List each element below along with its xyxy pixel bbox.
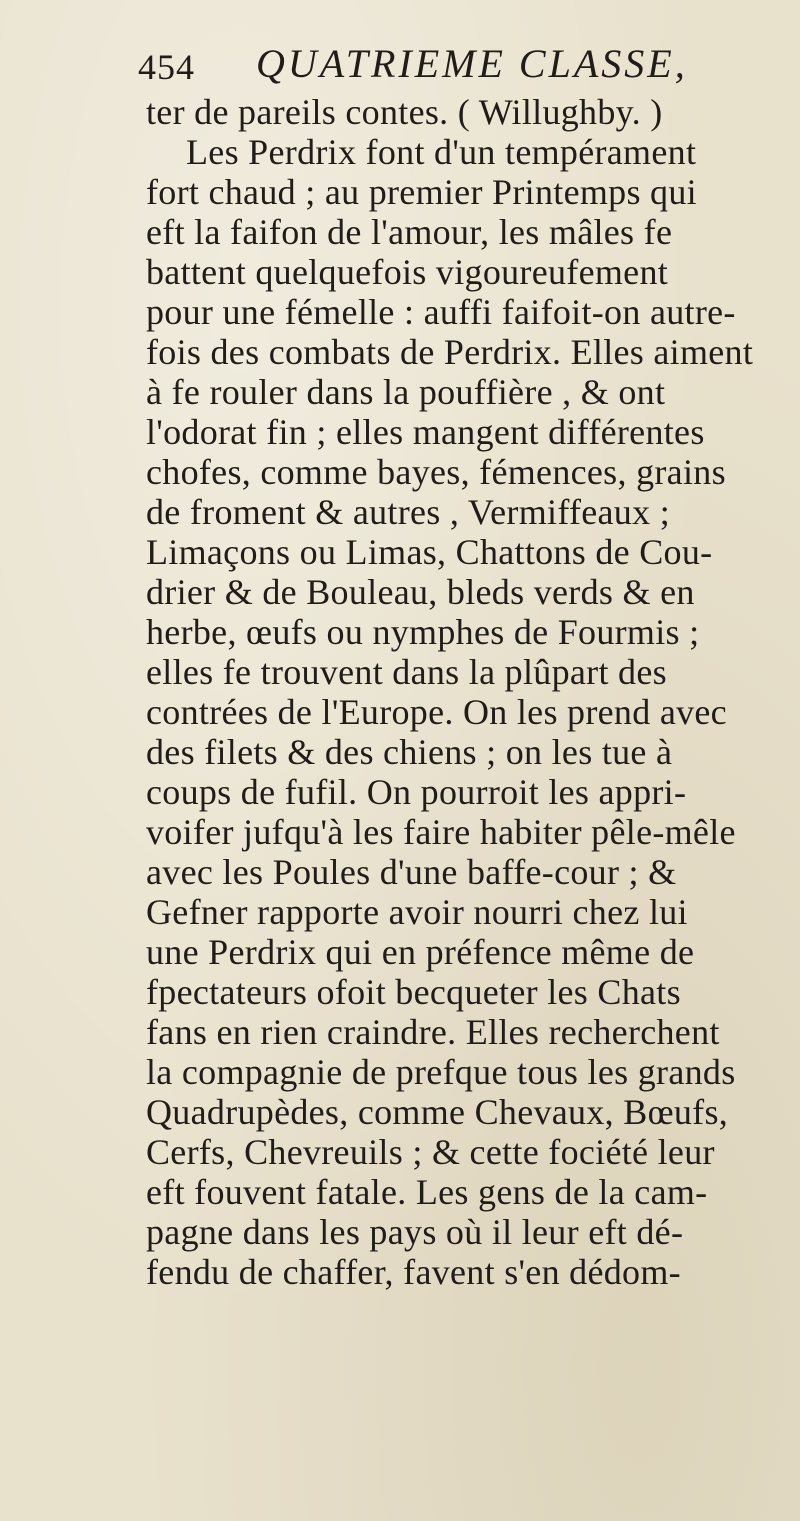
text-line: l'odorat fin ; elles mangent différentes (146, 412, 705, 452)
text-line: Les Perdrix font d'un tempérament (186, 132, 697, 172)
text-line: chofes, comme bayes, fémences, grains (146, 452, 726, 492)
text-line: ter de pareils contes. ( Willughby. ) (146, 92, 663, 132)
body-text (146, 92, 786, 1292)
text-line: Limaçons ou Limas, Chattons de Cou- (146, 532, 713, 572)
text-line: des filets & des chiens ; on les tue à (146, 732, 673, 772)
running-head: QUATRIEME CLASSE, (256, 41, 688, 86)
text-line: fois des combats de Perdrix. Elles aiment (146, 332, 754, 372)
text-line: herbe, œufs ou nymphes de Fourmis ; (146, 612, 700, 652)
text-line: avec les Poules d'une baffe-cour ; & (146, 852, 677, 892)
text-line: une Perdrix qui en préfence même de (146, 932, 695, 972)
text-line: la compagnie de prefque tous les grands (146, 1052, 736, 1092)
text-line: Gefner rapporte avoir nourri chez lui (146, 892, 688, 932)
text-line: fendu de chaffer, favent s'en dédom- (146, 1252, 681, 1292)
text-line: pour une fémelle : auffi faifoit-on autre- (146, 292, 736, 332)
page-header (138, 40, 778, 100)
text-line: contrées de l'Europe. On les prend avec (146, 692, 727, 732)
text-line: battent quelquefois vigoureufement (146, 252, 669, 292)
page-number: 454 (138, 47, 195, 87)
text-line: Cerfs, Chevreuils ; & cette fociété leur (146, 1132, 715, 1172)
text-line: fpectateurs ofoit becqueter les Chats (146, 972, 681, 1012)
text-line: eft la faifon de l'amour, les mâles fe (146, 212, 673, 252)
text-line: Quadrupèdes, comme Chevaux, Bœufs, (146, 1092, 729, 1132)
text-line: fans en rien craindre. Elles recherchent (146, 1012, 720, 1052)
text-line: drier & de Bouleau, bleds verds & en (146, 572, 695, 612)
text-line: à fe rouler dans la pouffière , & ont (146, 372, 666, 412)
text-line: voifer jufqu'à les faire habiter pêle-mêle (146, 812, 736, 852)
text-line: elles fe trouvent dans la plûpart des (146, 652, 667, 692)
text-line: de froment & autres , Vermiffeaux ; (146, 492, 671, 532)
text-line: coups de fufil. On pourroit les appri- (146, 772, 687, 812)
text-line: pagne dans les pays où il leur eft dé- (146, 1212, 684, 1252)
text-line: eft fouvent fatale. Les gens de la cam- (146, 1172, 708, 1212)
text-line: fort chaud ; au premier Printemps qui (146, 172, 697, 212)
